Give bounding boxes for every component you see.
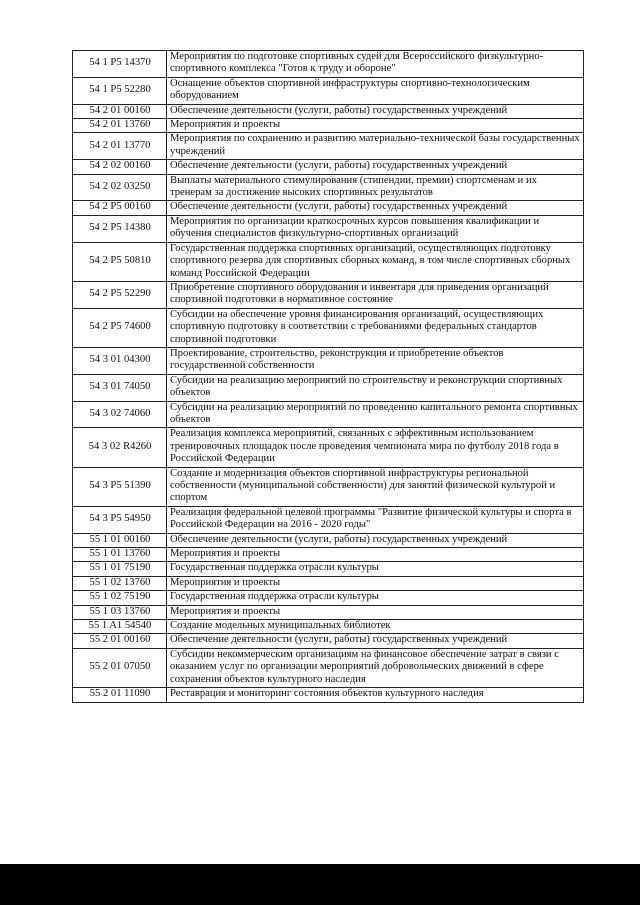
row-description: Обеспечение деятельности (услуги, работы) государственных учреждений bbox=[167, 201, 584, 215]
row-description: Реставрация и мониторинг состояния объектов культурного наследия bbox=[167, 688, 584, 702]
row-code: 54 2 P5 14380 bbox=[73, 215, 167, 242]
table-row bbox=[73, 591, 584, 605]
row-code: 54 2 02 03250 bbox=[73, 174, 167, 201]
row-description: Обеспечение деятельности (услуги, работы) государственных учреждений bbox=[167, 104, 584, 118]
row-code: 54 2 01 13770 bbox=[73, 133, 167, 160]
row-description: Субсидии некоммерческим организациям на финансовое обеспечение затрат в связи с оказанием услуг по организации мероприятий добровольческих движений в сфере сохранения объектов культурного наследия bbox=[167, 648, 584, 687]
row-code: 55 2 01 07050 bbox=[73, 648, 167, 687]
row-description: Создание модельных муниципальных библиотек bbox=[167, 620, 584, 634]
table-row bbox=[73, 533, 584, 547]
row-description: Реализация федеральной целевой программы "Развитие физической культуры и спорта в Российской Федерации на 2016 - 2020 годы" bbox=[167, 506, 584, 533]
row-code: 54 1 P5 14370 bbox=[73, 51, 167, 78]
table-row bbox=[73, 688, 584, 702]
row-code: 55 1 01 13760 bbox=[73, 548, 167, 562]
row-code: 55 1 02 13760 bbox=[73, 576, 167, 590]
row-description: Государственная поддержка спортивных организаций, осуществляющих подготовку спортивного резерва для спортивных сборных команд, в том числе спортивных сборных команд Российской Федерации bbox=[167, 242, 584, 281]
table-row bbox=[73, 242, 584, 281]
row-code: 54 3 P5 54950 bbox=[73, 506, 167, 533]
row-code: 55 1 01 75190 bbox=[73, 562, 167, 576]
row-description: Мероприятия и проекты bbox=[167, 605, 584, 619]
row-description: Мероприятия по организации краткосрочных курсов повышения квалификации и обучения специалистов физкультурно-спортивных организаций bbox=[167, 215, 584, 242]
row-description: Субсидии на обеспечение уровня финансирования организаций, осуществляющих спортивную подготовку в соответствии с требованиями федеральных стандартов спортивной подготовки bbox=[167, 308, 584, 347]
table-row bbox=[73, 548, 584, 562]
scan-border bbox=[0, 864, 640, 905]
table-row bbox=[73, 281, 584, 308]
table-row bbox=[73, 634, 584, 648]
table-row bbox=[73, 605, 584, 619]
row-code: 55 1 02 75190 bbox=[73, 591, 167, 605]
row-description: Обеспечение деятельности (услуги, работы) государственных учреждений bbox=[167, 533, 584, 547]
table-row bbox=[73, 104, 584, 118]
table-row bbox=[73, 215, 584, 242]
table-row bbox=[73, 467, 584, 506]
row-description: Субсидии на реализацию мероприятий по проведению капитального ремонта спортивных объектов bbox=[167, 401, 584, 428]
row-code: 54 2 01 13760 bbox=[73, 119, 167, 133]
table-row bbox=[73, 648, 584, 687]
row-code: 54 2 P5 50810 bbox=[73, 242, 167, 281]
table-row bbox=[73, 562, 584, 576]
row-code: 55 2 01 00160 bbox=[73, 634, 167, 648]
table-row bbox=[73, 374, 584, 401]
row-description: Приобретение спортивного оборудования и инвентаря для приведения организаций спортивной подготовки в нормативное состояние bbox=[167, 281, 584, 308]
table-row bbox=[73, 174, 584, 201]
row-code: 54 1 P5 52280 bbox=[73, 77, 167, 104]
row-description: Создание и модернизация объектов спортивной инфраструктуры региональной собственности (муниципальной собственности) для занятий физической культурой и спортом bbox=[167, 467, 584, 506]
row-code: 54 3 01 04300 bbox=[73, 347, 167, 374]
row-description: Выплаты материального стимулирования (стипендии, премии) спортсменам и их тренерам за достижение высоких спортивных результатов bbox=[167, 174, 584, 201]
table-body bbox=[73, 51, 584, 703]
table-row bbox=[73, 347, 584, 374]
row-code: 54 2 P5 00160 bbox=[73, 201, 167, 215]
row-description: Мероприятия и проекты bbox=[167, 548, 584, 562]
row-description: Субсидии на реализацию мероприятий по строительству и реконструкции спортивных объектов bbox=[167, 374, 584, 401]
table-row bbox=[73, 308, 584, 347]
table-row bbox=[73, 428, 584, 467]
row-code: 54 2 P5 52290 bbox=[73, 281, 167, 308]
row-description: Мероприятия и проекты bbox=[167, 576, 584, 590]
row-code: 54 2 02 00160 bbox=[73, 160, 167, 174]
row-code: 54 2 01 00160 bbox=[73, 104, 167, 118]
row-code: 55 1 03 13760 bbox=[73, 605, 167, 619]
table-row bbox=[73, 51, 584, 78]
row-code: 54 3 01 74050 bbox=[73, 374, 167, 401]
row-description: Оснащение объектов спортивной инфраструктуры спортивно-технологическим оборудованием bbox=[167, 77, 584, 104]
row-description: Государственная поддержка отрасли культуры bbox=[167, 562, 584, 576]
row-code: 55 1 01 00160 bbox=[73, 533, 167, 547]
budget-classification-table bbox=[72, 50, 584, 703]
row-code: 54 3 02 R4260 bbox=[73, 428, 167, 467]
row-description: Государственная поддержка отрасли культуры bbox=[167, 591, 584, 605]
table-row bbox=[73, 160, 584, 174]
row-description: Обеспечение деятельности (услуги, работы) государственных учреждений bbox=[167, 160, 584, 174]
row-description: Обеспечение деятельности (услуги, работы) государственных учреждений bbox=[167, 634, 584, 648]
table-row bbox=[73, 620, 584, 634]
row-code: 54 3 P5 51390 bbox=[73, 467, 167, 506]
table-row bbox=[73, 119, 584, 133]
row-description: Проектирование, строительство, реконструкция и приобретение объектов государственной собственности bbox=[167, 347, 584, 374]
table-row bbox=[73, 201, 584, 215]
table-row bbox=[73, 133, 584, 160]
row-description: Мероприятия по сохранению и развитию материально-технической базы государственных учреждений bbox=[167, 133, 584, 160]
row-code: 54 3 02 74060 bbox=[73, 401, 167, 428]
row-code: 55 1 A1 54540 bbox=[73, 620, 167, 634]
row-description: Мероприятия по подготовке спортивных судей для Всероссийского физкультурно-спортивного комплекса "Готов к труду и обороне" bbox=[167, 51, 584, 78]
row-code: 54 2 P5 74600 bbox=[73, 308, 167, 347]
row-code: 55 2 01 11090 bbox=[73, 688, 167, 702]
table-row bbox=[73, 576, 584, 590]
row-description: Реализация комплекса мероприятий, связанных с эффективным использованием тренировочных площадок после проведения чемпионата мира по футболу 2018 года в Российской Федерации bbox=[167, 428, 584, 467]
row-description: Мероприятия и проекты bbox=[167, 119, 584, 133]
table-row bbox=[73, 401, 584, 428]
table-row bbox=[73, 506, 584, 533]
table-row bbox=[73, 77, 584, 104]
